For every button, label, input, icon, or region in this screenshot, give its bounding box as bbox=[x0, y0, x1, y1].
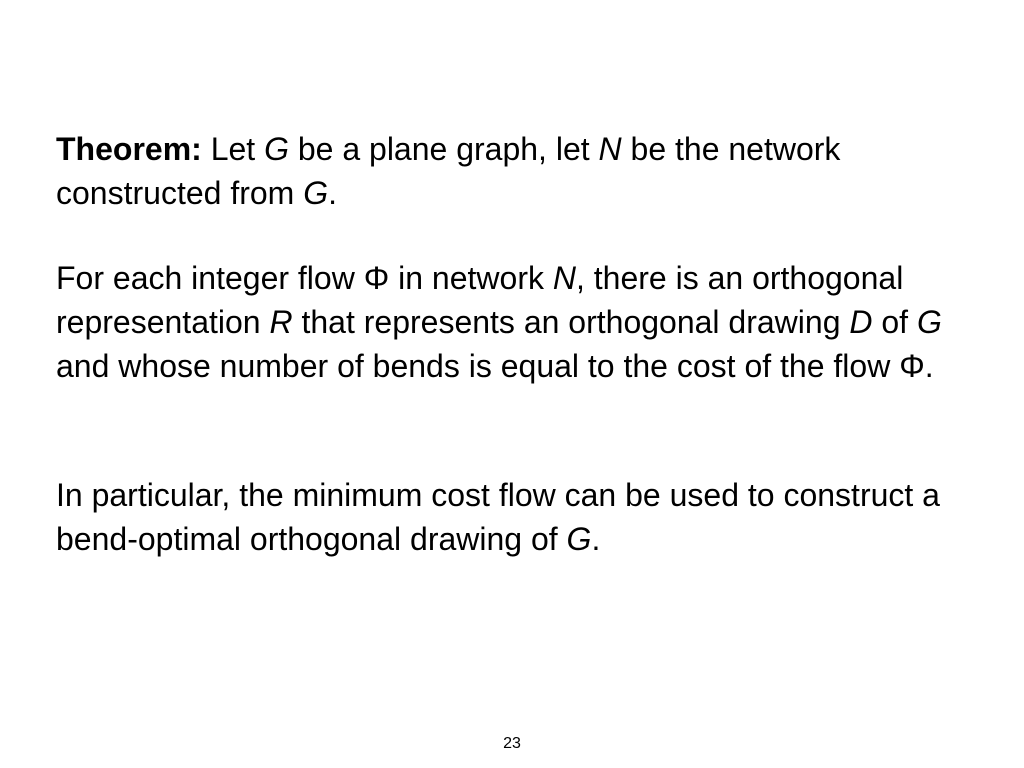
theorem-text-3: be the network constructed from bbox=[56, 131, 841, 211]
minimum-cost-paragraph bbox=[56, 473, 976, 561]
graph-symbol: G bbox=[916, 304, 942, 340]
graph-symbol: G bbox=[264, 131, 289, 167]
theorem-text-1: Let bbox=[201, 131, 265, 167]
min-cost-text-1: In particular, the minimum cost flow can be used to construct a bend-optimal orthogonal drawing of bbox=[56, 477, 940, 557]
network-symbol: N bbox=[552, 260, 576, 296]
page-number: 23 bbox=[503, 735, 521, 752]
network-symbol: N bbox=[598, 131, 622, 167]
min-cost-text-2: . bbox=[591, 521, 601, 557]
graph-symbol: G bbox=[303, 175, 329, 211]
flow-text-2: , there is an orthogonal representation bbox=[56, 260, 904, 340]
flow-paragraph bbox=[56, 256, 976, 388]
flow-text-4: of bbox=[872, 304, 917, 340]
flow-text-1: For each integer flow Φ in network bbox=[56, 260, 553, 296]
representation-symbol: R bbox=[269, 304, 293, 340]
theorem-text-2: be a plane graph, let bbox=[288, 131, 599, 167]
flow-text-3: that represents an orthogonal drawing bbox=[292, 304, 850, 340]
drawing-symbol: D bbox=[849, 304, 873, 340]
theorem-label: Theorem: bbox=[56, 131, 202, 167]
graph-symbol: G bbox=[566, 521, 592, 557]
theorem-statement bbox=[56, 127, 976, 215]
theorem-text-4: . bbox=[328, 175, 337, 211]
flow-text-5: and whose number of bends is equal to the cost of the flow Φ. bbox=[56, 348, 934, 384]
